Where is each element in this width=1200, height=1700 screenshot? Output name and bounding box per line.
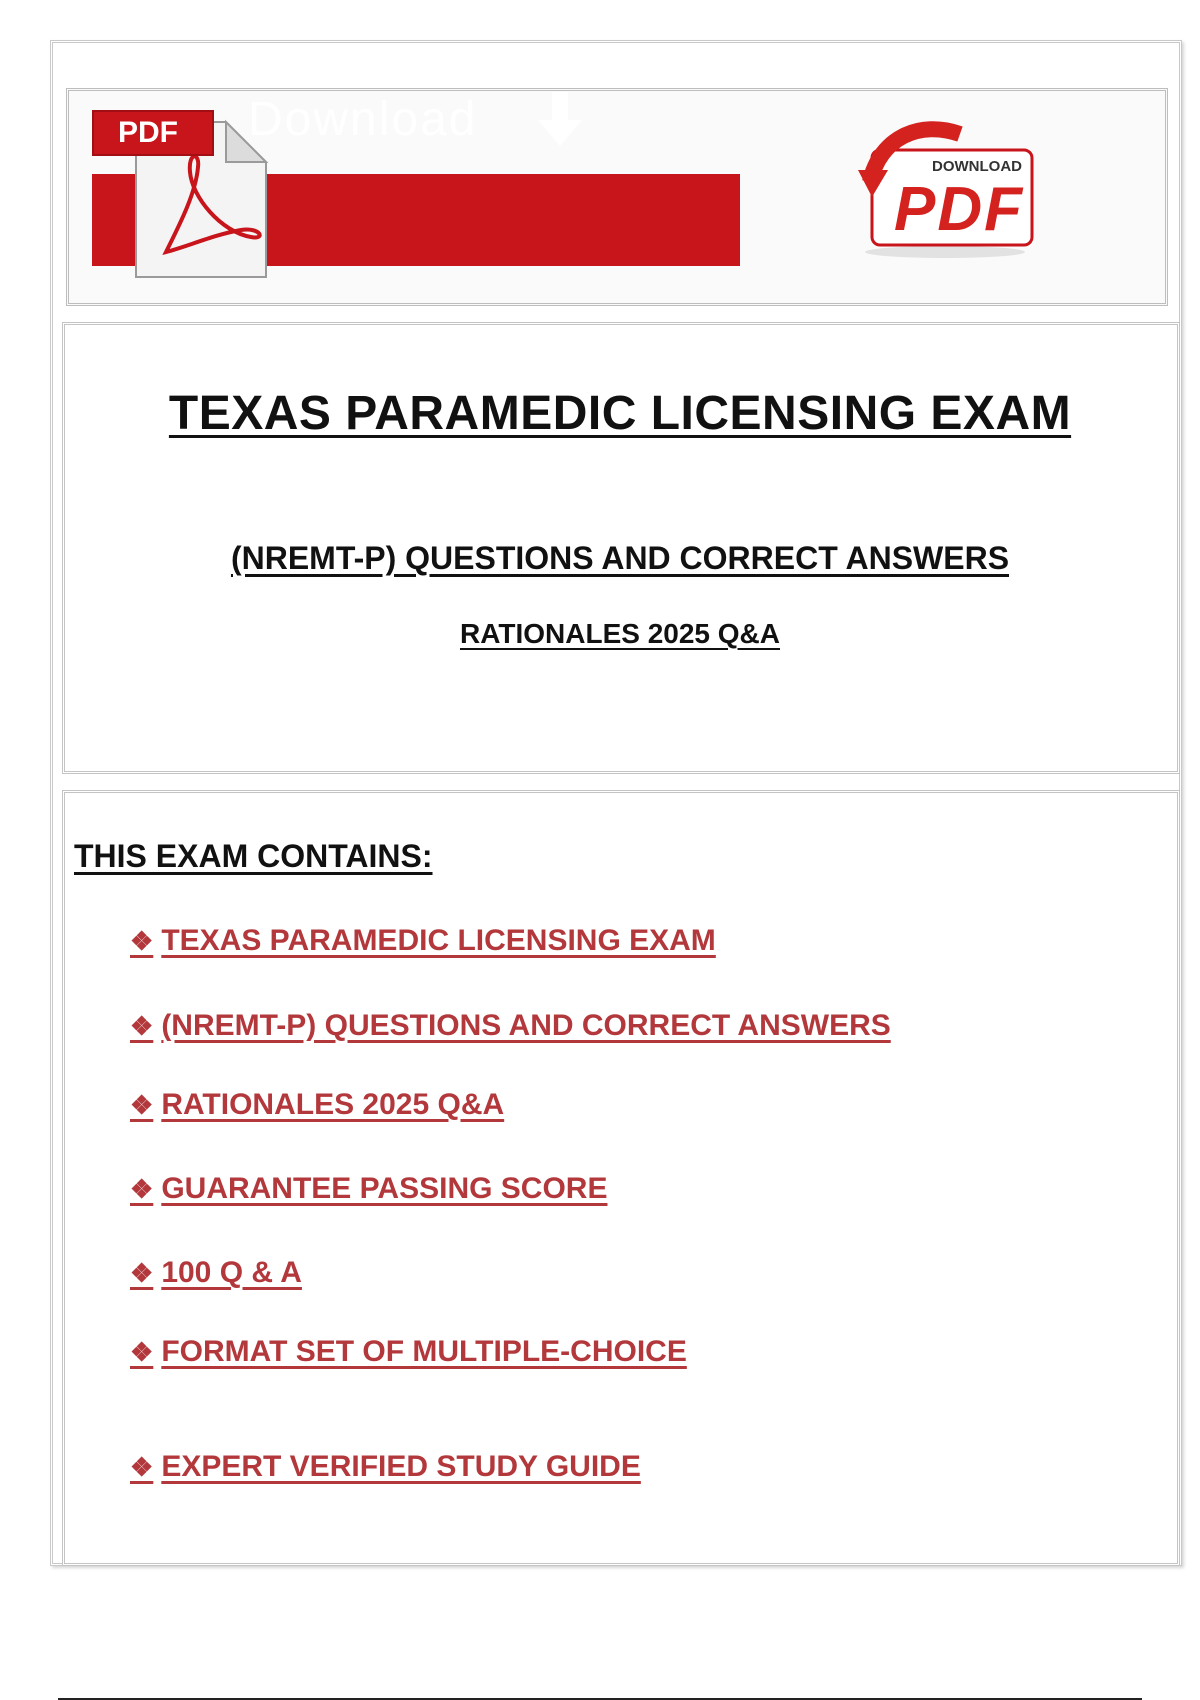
download-arrow-icon (538, 92, 582, 148)
list-item-label[interactable]: GUARANTEE PASSING SCORE (161, 1172, 608, 1205)
list-item-label[interactable]: (NREMT-P) QUESTIONS AND CORRECT ANSWERS (161, 1009, 891, 1042)
download-label[interactable]: Download (248, 93, 478, 146)
document-subtitle-2: RATIONALES 2025 Q&A (460, 618, 780, 649)
bullet-icon: ❖ (130, 1452, 154, 1482)
list-item-label[interactable]: TEXAS PARAMEDIC LICENSING EXAM (161, 924, 716, 957)
list-item[interactable] (130, 1088, 504, 1122)
download-pdf-badge[interactable] (850, 112, 1040, 266)
badge-big-label: PDF (894, 175, 1024, 244)
bullet-icon: ❖ (130, 1174, 154, 1204)
bullet-icon: ❖ (130, 926, 154, 956)
pdf-tag (92, 110, 214, 156)
list-item[interactable] (130, 1172, 607, 1206)
bullet-icon: ❖ (130, 1258, 154, 1288)
list-item-label[interactable]: EXPERT VERIFIED STUDY GUIDE (161, 1450, 641, 1483)
list-item-label[interactable]: 100 Q & A (161, 1256, 302, 1289)
bullet-icon: ❖ (130, 1090, 154, 1120)
list-item[interactable] (130, 1335, 687, 1369)
list-item[interactable] (130, 1009, 891, 1043)
contents-heading: THIS EXAM CONTAINS: (74, 838, 433, 874)
list-item[interactable] (130, 924, 716, 958)
bullet-icon: ❖ (130, 1337, 154, 1367)
list-item[interactable] (130, 1256, 302, 1290)
document-title: TEXAS PARAMEDIC LICENSING EXAM (168, 387, 1072, 440)
badge-small-label: DOWNLOAD (932, 158, 1022, 175)
pdf-tag-label: PDF (118, 116, 178, 149)
list-item[interactable] (130, 1450, 641, 1484)
list-item-label[interactable]: FORMAT SET OF MULTIPLE-CHOICE (161, 1335, 687, 1368)
list-item-label[interactable]: RATIONALES 2025 Q&A (161, 1088, 505, 1121)
bullet-icon: ❖ (130, 1011, 154, 1041)
document-subtitle: (NREMT-P) QUESTIONS AND CORRECT ANSWERS (230, 540, 1010, 576)
